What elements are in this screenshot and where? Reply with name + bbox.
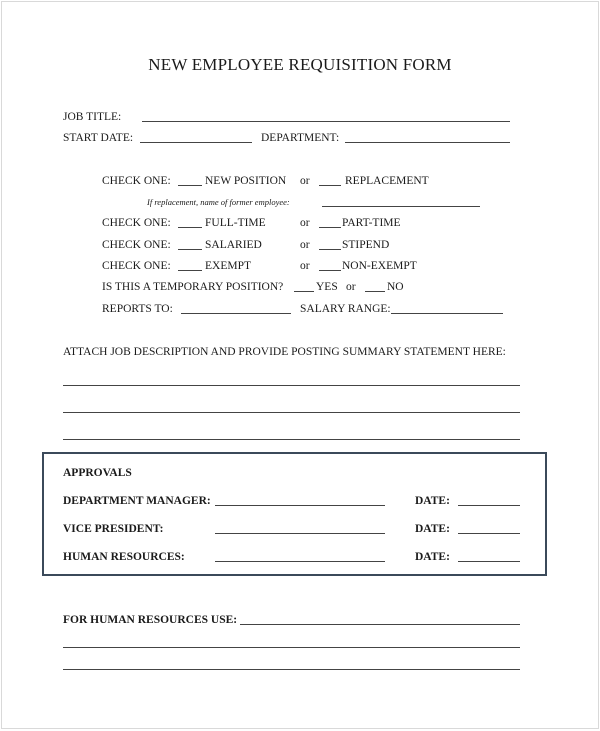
job-title-field[interactable] [142,121,510,122]
temporary-position-label: IS THIS A TEMPORARY POSITION? [102,281,284,293]
human-resources-signature[interactable] [215,561,385,562]
job-title-label: JOB TITLE: [63,111,122,123]
department-manager-signature[interactable] [215,505,385,506]
replacement-note: If replacement, name of former employee: [147,197,290,207]
department-field[interactable] [345,142,510,143]
vice-president-label: VICE PRESIDENT: [63,523,164,535]
temporary-no-check[interactable] [365,291,385,292]
vice-president-signature[interactable] [215,533,385,534]
exempt-check[interactable] [178,270,202,271]
date-label-3: DATE: [415,551,450,563]
salary-range-label: SALARY RANGE: [300,303,391,315]
check-one-label-2: CHECK ONE: [102,217,171,229]
former-employee-field[interactable] [322,206,480,207]
replacement-label: REPLACEMENT [345,175,429,187]
salary-range-field[interactable] [391,313,503,314]
non-exempt-check[interactable] [319,270,341,271]
description-line-1[interactable] [63,385,520,386]
temporary-yes-check[interactable] [294,291,314,292]
hr-use-label: FOR HUMAN RESOURCES USE: [63,614,238,626]
yes-label: YES [316,281,338,293]
stipend-check[interactable] [319,249,341,250]
check-one-label-1: CHECK ONE: [102,175,171,187]
page-title: NEW EMPLOYEE REQUISITION FORM [148,55,452,74]
full-time-check[interactable] [178,227,202,228]
human-resources-date[interactable] [458,561,520,562]
hr-use-line-2[interactable] [63,647,520,648]
part-time-check[interactable] [319,227,341,228]
description-line-3[interactable] [63,439,520,440]
description-line-2[interactable] [63,412,520,413]
new-position-label: NEW POSITION [205,175,287,187]
non-exempt-label: NON-EXEMPT [342,260,417,272]
start-date-label: START DATE: [63,132,134,144]
salaried-label: SALARIED [205,239,262,251]
exempt-label: EXEMPT [205,260,251,272]
start-date-field[interactable] [140,142,252,143]
reports-to-label: REPORTS TO: [102,303,173,315]
or-label-5: or [346,281,356,293]
date-label-2: DATE: [415,523,450,535]
stipend-label: STIPEND [342,239,390,251]
department-manager-label: DEPARTMENT MANAGER: [63,495,211,507]
or-label-2: or [300,217,310,229]
new-position-check[interactable] [178,185,202,186]
department-label: DEPARTMENT: [261,132,340,144]
check-one-label-4: CHECK ONE: [102,260,171,272]
full-time-label: FULL-TIME [205,217,266,229]
or-label-1: or [300,175,310,187]
hr-use-line-1[interactable] [240,624,520,625]
check-one-label-3: CHECK ONE: [102,239,171,251]
or-label-3: or [300,239,310,251]
part-time-label: PART-TIME [342,217,401,229]
human-resources-label: HUMAN RESOURCES: [63,551,185,563]
form-page [1,1,599,729]
date-label-1: DATE: [415,495,450,507]
no-label: NO [387,281,404,293]
approvals-heading: APPROVALS [63,467,132,479]
salaried-check[interactable] [178,249,202,250]
reports-to-field[interactable] [181,313,291,314]
department-manager-date[interactable] [458,505,520,506]
attach-instructions: ATTACH JOB DESCRIPTION AND PROVIDE POSTING SUMMARY STATEMENT HERE: [63,346,506,358]
replacement-check[interactable] [319,185,341,186]
hr-use-line-3[interactable] [63,669,520,670]
approvals-box [42,452,547,576]
vice-president-date[interactable] [458,533,520,534]
or-label-4: or [300,260,310,272]
